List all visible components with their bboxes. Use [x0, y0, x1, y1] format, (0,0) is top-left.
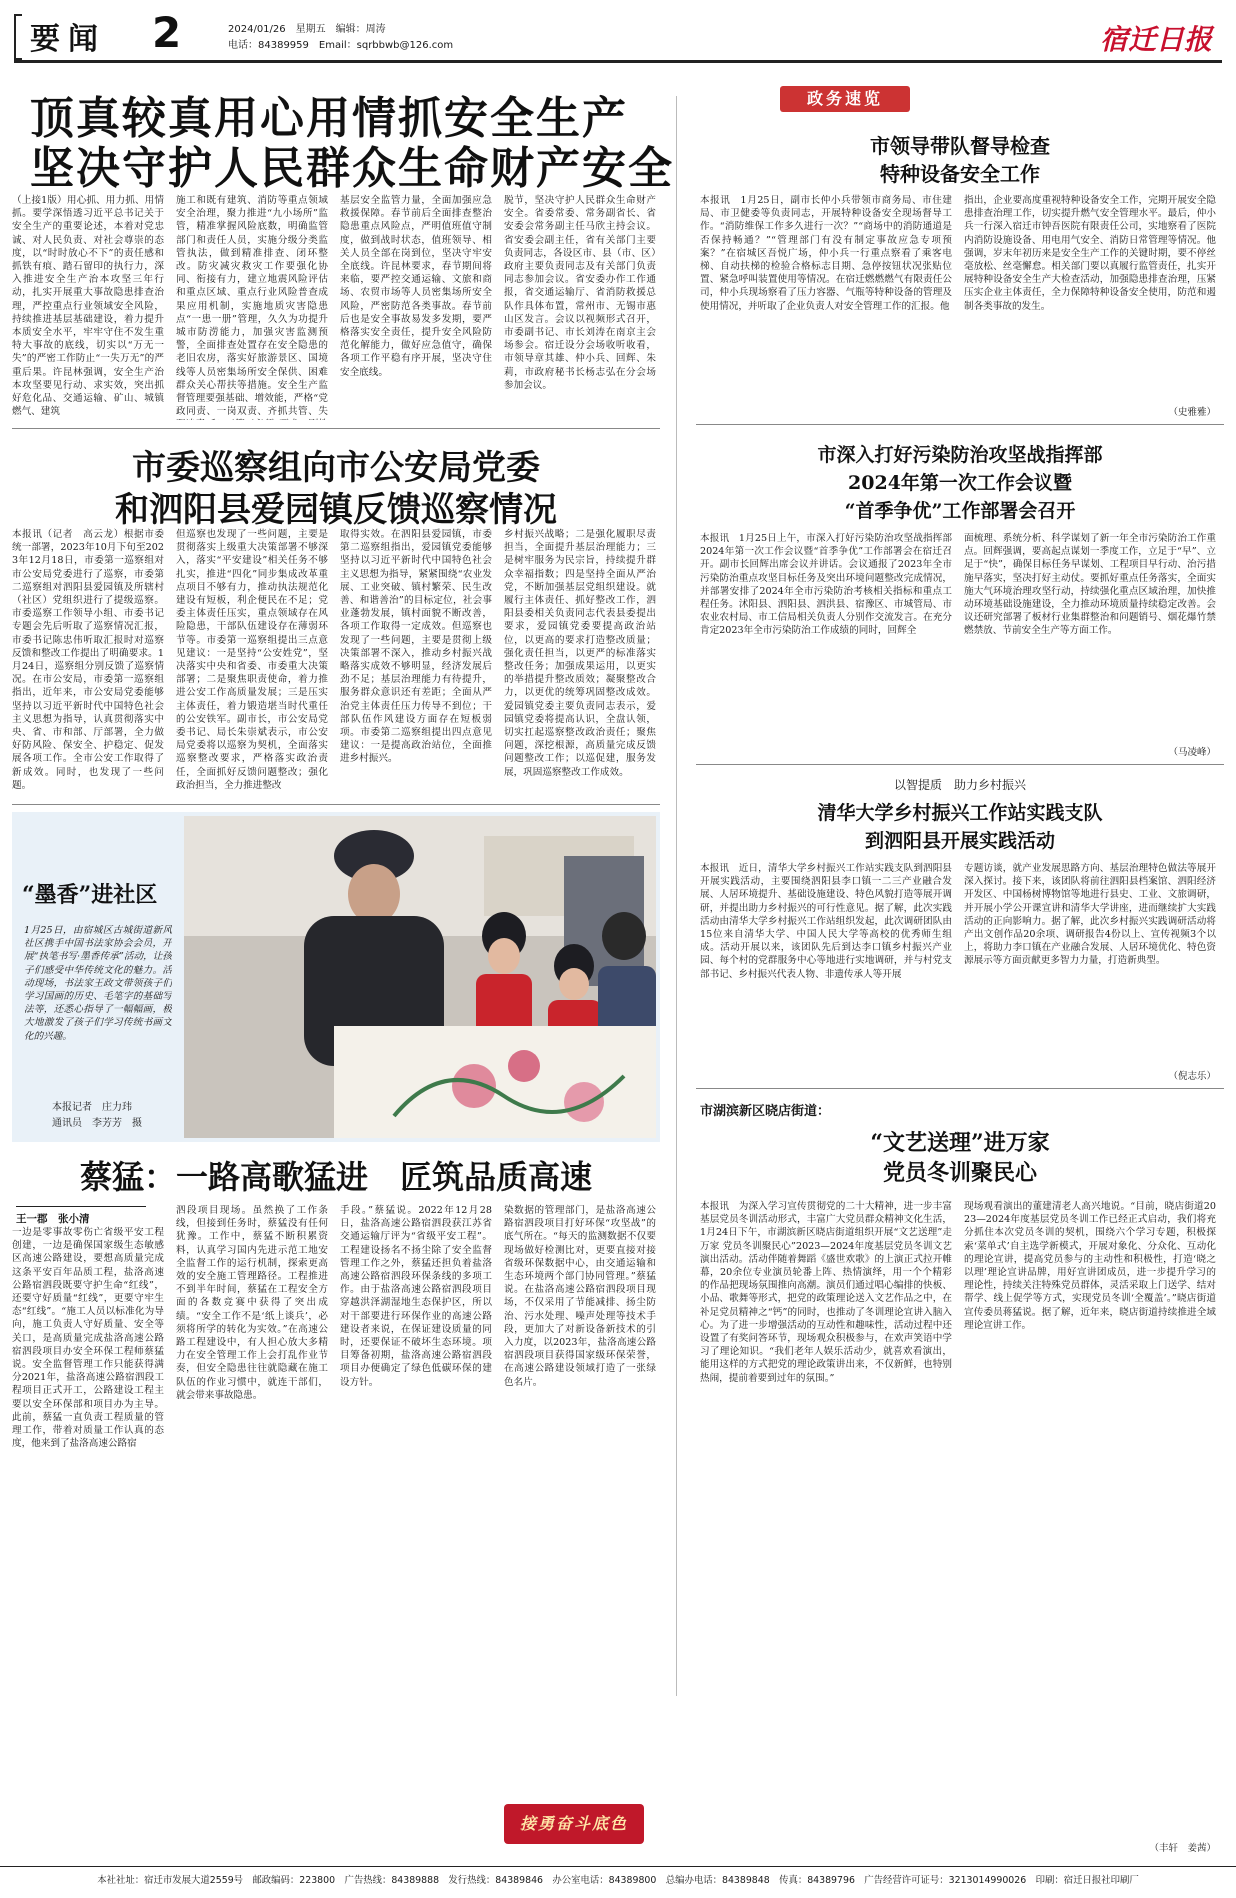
culture-kicker: 市湖滨新区晓店街道： [700, 1104, 831, 1119]
inspection-col-3: 取得实效。在泗阳县爱园镇，市委第二巡察组指出，爱园镇党委能够坚持以习近平新时代中国特色社会主义思想为指导，紧紧围绕“农业发展、工业突破、镇村繁荣、民生改善、和谐善治”的目标定位，社会事业蓬勃发展，镇村面貌不断改善，各项工作取得一定成效。但巡察也发现了一些问题，主要是贯彻上级决策部署不深入，推动乡村振兴战略落实成效不够明显，经济发展后劲不足；基层治理能力有待提升，服务群众意识还有差距；全面从严治党主体责任压力传导不到位；干部队伍作风建设方面存在短板弱项。市委第二巡察组提出四点意见建议：一是提高政治站位，全面推进乡村振兴。 [340, 529, 492, 765]
photo-credit-2: 通讯员 李芳芳 摄 [52, 1118, 142, 1129]
sidebar-header-box [780, 86, 910, 112]
slogan-banner [504, 1804, 644, 1844]
side2-signature: （马凌峰） [1168, 747, 1216, 758]
inspection-col-1: 本报讯（记者 高云龙）根据市委统一部署，2023年10月下旬至2023年12月18日，市委第一巡察组对市公安局党委进行了巡察，市委第二巡察组对泗阳县爱园镇及所辖村（社区）党组织进行了提级巡察。市委巡察工作领导小组、市委书记专题会先后听取了巡察情况汇报，市委书记陈忠伟听取汇报时对巡察反馈和整改工作提出了明确要求。1月24日，巡察组分别反馈了巡察情况。在市公安局，市委第一巡察组指出，近年来，市公安局党委能够坚持以习近平新时代中国特色社会主义思想为指导，认真贯彻落实中央、省、市和部、厅部署，全力做好防风险、保安全、护稳定、促发展各项工作。全市公安工作取得了新成效。同时，也发现了一些问题。 [12, 529, 164, 791]
rural-kicker: 以智提质 助力乡村振兴 [893, 778, 1026, 792]
footer-rule [0, 1866, 1236, 1867]
rural-rule [696, 1088, 1224, 1089]
side1-col-1: 本报讯 1月25日，副市长仲小兵带领市商务局、市住建局、市卫健委等负责同志，开展特种设备安全现场督导工作。“消防维保工作多久进行一次？”“商场中的消防通道是否保持畅通？”“管理部门有没有制定事故应急专项预案？”在宿城区吾悦广场，仲小兵一行重点察看了乘客电梯、自动扶梯的检验合格标志目期、急停按钮状况张贴位置、紧急呼叫装置使用等情况。在宿迁燃燃燃气有限责任公司，仲小兵现场察看了压力容器、气瓶等特种设备的管理及使用情况，并听取了企业负责人对安全管理工作的汇报。他 [700, 195, 952, 312]
side1-signature: （史雅雅） [1168, 407, 1216, 418]
masthead-rule [14, 60, 1222, 63]
date-line: 2024/01/26 星期五 编辑：周涛 [228, 24, 386, 35]
inspection-col-4: 乡村振兴战略；二是强化履职尽责担当，全面提升基层治理能力；三是树牢服务为民宗旨，持续提升群众幸福指数；四是坚持全面从严治党，不断加强基层党组织建设。就履行主体责任、抓好整改工作，泗阳县委相关负责同志代表县委提出要求，爱园镇党委要提高政治站位，以更高的要求打造整改质量；强化责任担当，以更严的标准落实整改任务；加强成果运用，以更实的举措提升整改质效；凝聚整改合力，以更优的统筹巩固整改成效。爱园镇党委主要负责同志表示，爱园镇党委将提高认识，全盘认领，切实扛起巡察整改政治责任；聚焦问题，深挖根源，高质量完成反馈问题整改工作；以巡促建，服务发展，巩固巡察整改工作成效。 [504, 529, 656, 778]
lead-headline-1: 顶真较真用心用情抓安全生产 [30, 93, 628, 144]
hwy-byline-box [16, 1206, 146, 1223]
hwy-col-4: 染数据的管理部门，是盐洛高速公路宿泗段项目打好环保“攻坚战”的底气所在。“每天的监测数据不仅要现场做好检测比对，更要直接对接省级环保数据中心，由交通运输和生态环境两个部门协同管理。”蔡猛说。在盐洛高速公路宿泗段项目现场，不仅采用了节能减排、扬尘防治、污水处理、噪声处理等技术手段，更加大了对新设备新技术的引入力度，以2023年，盐洛高速公路宿泗段项目获得国家级环保荣誉，在高速公路建设领域打造了一张绿色名片。 [504, 1205, 656, 1388]
hwy-col-3: 手段。”蔡猛说。2022年12月28日，盐洛高速公路宿泗段获江苏省交通运输厅评为“省级平安工程”。工程建设扬名不扬尘除了安全监督管理工作之外，蔡猛还担负着盐洛高速公路宿泗段环保条线的多项工作。由于盐洛高速公路宿泗段项目穿越洪泽湖湿地生态保护区，所以对干部要进行环保作业的高速公路建设者来说，在保证建设质量的同时，还要保证不破坏生态环境。项目筹备初期，盐洛高速公路宿泗段项目办便确定了绿色低碳环保的建设方针。 [340, 1205, 492, 1388]
photo-image [184, 816, 656, 1138]
section-name: 要闻 [30, 22, 106, 57]
inspection-rule [12, 804, 660, 805]
photo-caption: 1月25日，由宿城区古城街道新风社区携手中国书法家协会会员，开展“执笔书写·墨香传承”活动，让孩子们感受中华传统文化的魅力。活动现场，书法家王政文带领孩子们学习国画的历史、毛笔字的基础写法等，还悉心指导了一幅幅画，极大地激发了孩子们学习传统书画文化的兴趣。 [24, 925, 172, 1042]
inspection-col-2: 但巡察也发现了一些问题，主要是贯彻落实上级重大决策部署不够深入，落实“平安建设”相关任务不够扎实，推进“四化”同步集成改革重点项目不够有力，推动执法规范化建设有短板，利企便民在不足；党委主体责任压实，重点领域存在风险隐患，干部队伍建设存在薄弱环节等。市委第一巡察组提出三点意见建议：一是坚持“公安姓党”，坚决落实中央和省委、市委重大决策部署；二是聚焦职责使命，着力推进公安工作高质量发展；三是压实主体责任，着力锻造堪当时代重任的公安铁军。副市长，市公安局党委书记、局长朱崇斌表示，市公安局党委将以巡察为契机，全面落实巡察整改要求，严格落实政治责任，全面抓好反馈问题整改；强化政治担当，全力推进整改 [176, 529, 328, 791]
side2-title-1: 市深入打好污染防治攻坚战指挥部 [817, 444, 1103, 466]
culture-title-2: 党员冬训聚民心 [882, 1160, 1037, 1186]
rural-col-2: 专题访谈，就产业发展思路方向、基层治理特色做法等展开深入探讨。接下来，该团队将前往泗阳县档案馆、泗阳经济开发区、中国杨树博物馆等地进行县史、工业、文旅调研，并开展小学公开课宣讲和清华大学讲座，进而继续扩大实践活动的正向影响力。据了解，此次乡村振兴实践调研活动将产出文创作品20余项、调研报告4份以上、宣传视频3个以上，将助力李口镇在产业融合发展、人居环境优化、特色资源展示等方面贡献更多智力力量，打造新典型。 [964, 863, 1216, 967]
inspection-headline-1: 市委巡察组向市公安局党委 [132, 448, 540, 488]
footer-text: 本社社址：宿迁市发展大道2559号 邮政编码：223800 广告热线：84389888 发行热线：84389846 办公室电话：84389800 总编办电话：84389848 传真：84389796 广告经营许可证号：3213014990026 印刷：宿迁日报社印刷厂 [97, 1875, 1139, 1886]
masthead [0, 0, 1236, 70]
hwy-col-2: 泗段项目现场。虽然换了工作条线，但接到任务时，蔡猛没有任何犹豫。工作中，蔡猛不断积累资料，认真学习国内先进示范工地安全监督工作的运行机制，探索更高效的安全施工管理路径。工程推进不到半年时间，蔡猛在工程安全方面的各数竞赛中获得了突出成绩。“安全工作不是‘纸上谈兵’，必须将所学的转化为实效。”在高速公路工程建设中，有人担心放大多精力在安全管理工作上会打乱作业节奏，但安全隐患往往就隐藏在施工队伍的作业习惯中，就连干部们，就会带来事故隐患。 [176, 1205, 328, 1401]
culture-col-1: 本报讯 为深入学习宣传贯彻党的二十大精神，进一步丰富基层党员冬训活动形式，丰富广大党员群众精神文化生活，1月24日下午，市湖滨新区晓店街道组织开展“文艺送理”走万家 党员冬训聚民心”2023—2024年度基层党员冬训文艺演出活动。活动伴随着舞蹈《盛世欢歌》的上演正式拉开帷幕，20余位专业演员轮番上阵、热情演绎，用一个个精彩的作品把现场氛围推向高潮。演员们通过唱心编排的快板、小品、歌舞等形式，把党的政策理论送入文艺作品之中，在补足党员精神之“钙”的同时，也推动了冬训理论宣讲入脑入心。为了进一步增强活动的互动性和趣味性，活动过程中还设置了有奖问答环节，现场观众积极参与，在欢声笑语中学习了理论知识。“我们老年人娱乐活动少，就喜欢看演出，能用这样的方式把党的理论政策讲出来，不仅新鲜，也特别热闹，提前着要到过年的氛围。” [700, 1201, 952, 1384]
slogan-text: 接勇奋斗底色 [519, 1814, 628, 1833]
culture-signature: （丰轩 姜茜） [1149, 1843, 1216, 1854]
lead-col-2: 施工和既有建筑、消防等重点领域安全治理，聚力推进“九小场所”监管，精准掌握风险底数，明确监管部门和责任人员，实施分级分类监管执法，做到精准排查、闭环整改。防灾减灾救灾工作要强化协同、衔接有力，建立地震风险评估和重点区域、重点行业风险普查成果应用机制，实施地质灾害隐患点“一患一册”管理，久久为功提升城市防涝能力，加强灾害监测预警，全面排查处置存在安全隐患的老旧农房，落实好旅游景区、国境线等人员密集场所安全保供、困难群众关心帮扶等措施。安全生产监督管理要强基础、增效能，严格“党政同责、一岗双责、齐抓共管、失 [176, 195, 328, 418]
culture-title-1: “文艺送理”进万家 [870, 1130, 1050, 1156]
side2-col-1: 本报讯 1月25日上午，市深入打好污染防治攻坚战指挥部2024年第一次工作会议暨“首季争优”工作部署会在宿迁召开。副市长回辉出席会议并讲话。会议通报了2023年全市污染防治重点攻坚目标任务及突出环境问题整改完成情况，并部署安排了2024年全市污染防治考核相关指标和重点工程任务。沭阳县、泗阳县、泗洪县、宿豫区、市城管局、市农业农村局、市工信局相关负责人分别作交流发言。在充分肯定2023年全市污染防治工作成绩的同时，回辉全 [700, 533, 952, 637]
side1-title-1: 市领导带队督导检查 [870, 134, 1050, 158]
side2-title-2: 2024年第一次工作会议暨 [848, 472, 1072, 494]
lead-col-4: 脱节，坚决守护人民群众生命财产安全。省委常委、常务副省长、省安委会常务副主任马欣主持会议。省安委会副主任，省有关部门主要负责同志，各设区市、县（市、区）政府主要负责同志及有关部门负责同志参加会议。省安委办作工作通报，省交通运输厅、省消防救援总队作具体布置，常州市、无锡市惠山区发言。会议以视频形式召开，市委副书记、市长刘涛在南京主会场参会。宿迁设分会场收听收看，市领导章其雄、仲小兵、回辉、朱莉，市政府秘书长杨志弘在分会场参加会议。 [504, 195, 656, 391]
contact-line: 电话：84389959 Email：sqrbbwb@126.com [228, 40, 454, 51]
photo-title: “墨香”进社区 [22, 882, 158, 908]
photo-credit-1: 本报记者 庄力玮 [52, 1102, 132, 1113]
hwy-headline: 蔡猛：一路高歌猛进 匠筑品质高速 [79, 1158, 592, 1196]
rural-title-1: 清华大学乡村振兴工作站实践支队 [817, 802, 1103, 824]
side1-rule [696, 424, 1224, 425]
side2-col-2: 面梳理、系统分析、科学谋划了新一年全市污染防治工作重点。回辉强调，要高起点谋划一季度工作，立足于“早”、立足于“快”，确保目标任务早谋划、工程项目早行动、治污措施早落实，坚决打好主动仗。要抓好重点任务落实，全面实施大气环境治理攻坚行动，持续强化重点区域治理，加快推动环境基础设施建设，全力推动环境质量持续稳定改善。会议还研究部署了板材行业集群整治和问题销号、烟花爆竹禁燃禁放、节前安全生产等方面工作。 [964, 533, 1216, 637]
side1-col-2: 指出，企业要高度重视特种设备安全工作，完期开展安全隐患排查治理工作，切实提升燃气安全管理水平。最后，仲小兵一行深入宿迁市钟吾医院有限责任公司，实地察看了医院内消防设施设备、用电用气安全、消防日常管理等情况。他强调，岁末年初历来是安全生产工作的关键时期，要不停丝毫放松、丝毫懈怠。相关部门要以真履行监管责任，扎实开展特种设备安全生产大检查活动，加强隐患排查治理，压紧压实企业主体责任，全力保障特种设备安全使用，防范和遏制各类事故的发生。 [964, 195, 1216, 312]
paper-name: 宿迁日报 [1100, 23, 1213, 56]
lead-col-3: 基层安全监管力量，全面加强应急救援保障。春节前后全面排查整治隐患重点风险点，严明值班值守制度，做到战时状态，值班领导、相关人员全部在岗到位，坚决守牢安全底线。许昆林要求，春节期间将来临，要严控交通运输、文旅和商场、农贸市场等人员密集场所安全风险，严密防范各类事故。春节前后也是安全事故易发多发期，要严格落实安全责任，提升安全风险防范化解能力，做好应急值守，确保各项工作平稳有序开展，坚决守住安全底线。 [340, 195, 492, 378]
rural-signature: （倪志乐） [1168, 1071, 1216, 1082]
lead-bottom-rule [12, 428, 660, 429]
lead-headline-2: 坚决守护人民群众生命财产安全 [30, 143, 674, 194]
side2-rule [696, 764, 1224, 765]
section-bracket [14, 14, 22, 60]
column-separator [676, 96, 677, 1696]
lead-col-1: （上接1版）用心抓、用力抓、用情抓。要学深悟透习近平总书记关于安全生产的重要论述，本着对党忠诚、对人民负责、对社会尊崇的态度，以“时时放心不下”的责任感和抓铁有痕、踏石留印的执行力，深入推进安全生产治本攻坚三年行动，扎实开展重大事故隐患排查治理，严控重点行业领域安全风险，持续推进基层基础建设，着力提升本质安全水平，牢牢守住不发生重特大事故的底线，切实以“万无一失”的严密工作防止“一失万无”的严重后果。许昆林强调，安全生产治本攻坚要见行动、求实效，突出抓好危化品、交通运输、矿山、城镇燃气、建筑 [12, 195, 164, 418]
rural-title-2: 到泗阳县开展实践活动 [864, 830, 1055, 852]
culture-col-2: 现场观看演出的董建清老人高兴地说。“目前，晓店街道2023—2024年度基层党员冬训工作已经正式启动，我们将充分抓住本次党员冬训的契机，围绕六个学习专题，积极探索‘菜单式’自主选学新模式，开展对象化、分众化、互动化的理论宣讲，提高党员参与的主动性和积极性，打造‘晓之以理’理论宣讲品牌，用好宣讲团成员，进一步提升学习的理论性，持续关注特殊党员群体，灵活采取上门送学、结对帮学、线上促学等方式，实现党员冬训‘全覆盖’。”晓店街道宣传委员蒋猛说。据了解，近年来，晓店街道持续推进全域理论宣讲工作。 [964, 1201, 1216, 1331]
hwy-byline: 王一郡 张小清 [16, 1213, 90, 1225]
side1-title-2: 特种设备安全工作 [880, 162, 1040, 186]
side2-title-3: “首季争优”工作部署会召开 [844, 500, 1076, 522]
page-number: 2 [152, 8, 182, 57]
inspection-headline-2: 和泗阳县爱园镇反馈巡察情况 [115, 490, 557, 530]
hwy-col-1: 一边是零事故零伤亡省级平安工程创建，一边是确保国家级生态敏感区高速公路建设，要想高质量完成这条平安百年品质工程，盐洛高速公路宿泗段既要守护生命“红线”，还要守好质量“红线”，更要守牢生态“红线”。“施工人员以标准化为导向，施工负责人守好质量、安全等关口，是高质量完成盐洛高速公路宿泗段项目办安全环保工程师蔡猛说。安全监督管理工作只能获得满分2021年，盐洛高速公路宿泗段工程项目正式开工，公路建设工程主要以安全环保部和项目办为主导。此前，蔡猛一直负责工程质量的管理工作，带着对质量工作认真的态度，他来到了盐洛高速公路宿 [12, 1227, 164, 1450]
photo-feature [12, 812, 660, 1142]
sidebar-header: 政务速览 [806, 89, 883, 108]
rural-col-1: 本报讯 近日，清华大学乡村振兴工作站实践支队到泗阳县开展实践活动，主要围绕泗阳县李口镇一二三产业融合发展、人居环境提升、基础设施建设、特色风貌打造等展开调研，并提出助力乡村振兴的可行性意见。据了解，此次实践活动由清华大学乡村振兴工作站组织发起，此次调研团队由15位来自清华大学、中国人民大学等高校的优秀师生组成。活动开展以来，该团队先后到达李口镇乡村振兴产业园、每个村的党群服务中心等地进行实地调研，并与村党支部书记、乡村振兴代表人物、非遗传承人等开展 [700, 863, 952, 980]
